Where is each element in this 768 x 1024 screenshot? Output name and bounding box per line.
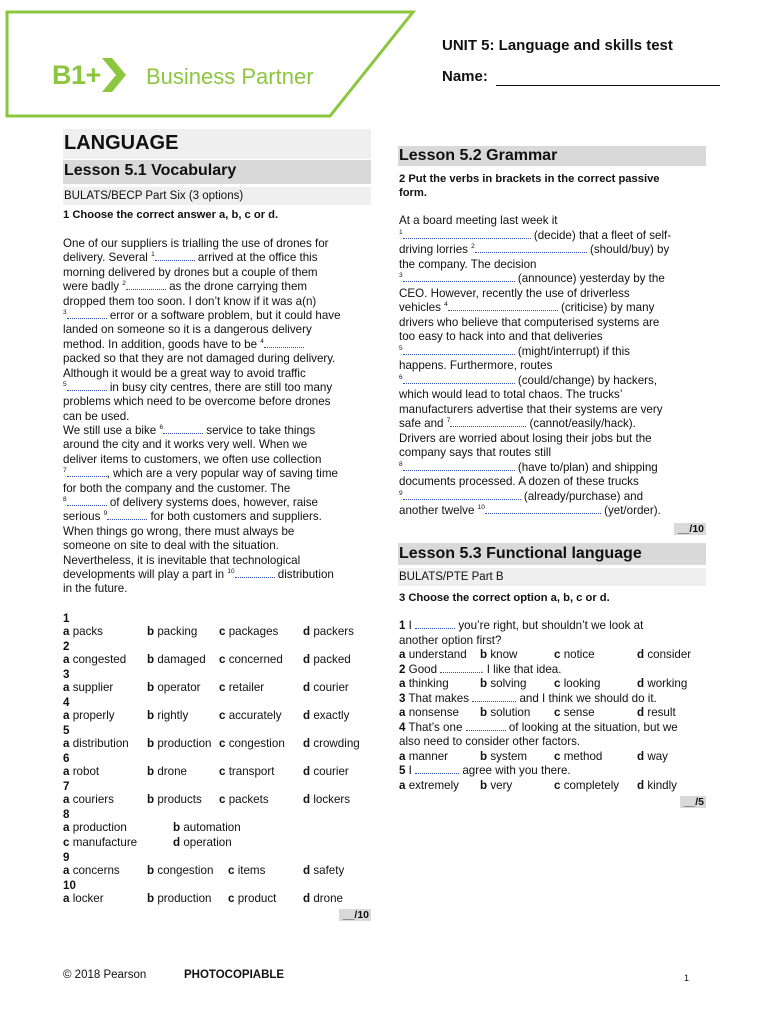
gap-5[interactable] <box>67 381 107 391</box>
grammar-gap-5[interactable] <box>403 345 515 355</box>
question-number: 5 <box>63 724 70 737</box>
grammar-gap-9[interactable] <box>403 490 521 500</box>
gap-8[interactable] <box>67 496 107 506</box>
name-label: Name: <box>442 68 488 85</box>
question-number: 4 <box>63 696 70 709</box>
grammar-gap-4[interactable] <box>448 301 558 311</box>
option-row: a robot b drone c transport d courier <box>63 765 349 778</box>
lesson-1-score: __/10 <box>339 909 371 921</box>
option-row: a couriers b products c packets d lockers <box>63 793 351 806</box>
vocabulary-passage: One of our suppliers is trialling the use of drones for delivery. Several $^1$ arrived at the office this morning delivered by drones but a couple of them were badly $^2$ as the drone carrying them dropped them too soon. I don’t know if it was a(n) $^3$ error or a software problem, but it could have landed on someone so it is a dangerous delivery method. In addition, goods have to be $^4$ packed so that they are not damaged during delivery. Although it would be a great way to avoid traffic $^5$ in busy city centres, there are still too many problems which need to be overcome before drones can be used. We still use a bike $^6$ service to take things around the city and it works very well. When we deliver items to customers, we often use collection $^7$ , which are a very popular way of saving time for both the company and the customer. The $^8$ of delivery systems does, however, raise serious $^9$ for both customers and suppliers. When things go wrong, there must always be someone on site to deal with the situation. Nevertheless, it is inevitable that technological developments will play a part in $^{10}$ distribution in the future. <box>63 237 341 596</box>
lesson-1-instruction: 1 Choose the correct answer a, b, c or d. <box>63 209 279 221</box>
option-row: a supplier b operator c retailer d courier <box>63 681 349 694</box>
question-number: 1 <box>63 612 70 625</box>
grammar-passage: At a board meeting last week it $^1$ (decide) that a fleet of self- driving lorries $^2$ (should/buy) by the company. The decision $^3$ (announce) yesterday by the CEO. However, recently the use of driverless vehicles $^4$ (criticise) by many drivers who believe that computerised systems are too easy to hack into and that deliveries $^5$ (might/interrupt) if this happens. Furthermore, routes $^6$ (could/change) by hackers, which would lead to total chaos. The trucks’ manufacturers advertise that their systems are very safe and $^7$ (cannot/easily/hack). Drivers are worried about losing their jobs but the company says that routes still $^8$ (have to/plan) and shipping documents processed. A dozen of these trucks $^9$ (already/purchase) and another twelve $^{10}$ (yet/order). <box>399 214 672 517</box>
functional-gap-4[interactable] <box>466 721 506 731</box>
photocopiable-label: PHOTOCOPIABLE <box>184 969 285 981</box>
question-number: 6 <box>63 752 70 765</box>
gap-3[interactable] <box>67 309 107 319</box>
lesson-2-score: __/10 <box>674 523 706 535</box>
section-title: LANGUAGE <box>63 129 371 159</box>
lesson-1-subtitle: BULATS/BECP Part Six (3 options) <box>63 187 371 205</box>
grammar-gap-8[interactable] <box>403 461 515 471</box>
option-row: c manufacture d operation <box>63 836 232 849</box>
option-row: a distribution b production c congestion d crowding <box>63 737 360 750</box>
page-number: 1 <box>684 973 690 983</box>
option-row: a locker b production c product d drone <box>63 892 343 905</box>
logo-level: B1+ <box>52 60 101 90</box>
gap-4[interactable] <box>264 338 304 348</box>
question-number: 8 <box>63 808 70 821</box>
lesson-3-title: Lesson 5.3 Functional language <box>398 543 706 565</box>
option-row: a production b automation <box>63 821 241 834</box>
gap-7[interactable] <box>67 467 107 477</box>
option-row: a congested b damaged c concerned d packed <box>63 653 351 666</box>
grammar-gap-3[interactable] <box>403 272 515 282</box>
grammar-gap-7[interactable] <box>450 417 526 427</box>
option-row: a concerns b congestion c items d safety <box>63 864 345 877</box>
logo-name: Business Partner <box>146 64 314 89</box>
gap-9[interactable] <box>107 510 147 520</box>
lesson-1-title: Lesson 5.1 Vocabulary <box>63 160 371 184</box>
gap-1[interactable] <box>155 251 195 261</box>
option-row: a properly b rightly c accurately d exactly <box>63 709 350 722</box>
unit-title: UNIT 5: Language and skills test <box>442 37 673 54</box>
functional-gap-1[interactable] <box>415 619 455 629</box>
question-number: 3 <box>63 668 70 681</box>
option-row: a packs b packing c packages d packers <box>63 625 354 638</box>
lesson-3-score: __/5 <box>680 796 706 808</box>
functional-gap-2[interactable] <box>440 663 480 673</box>
vocabulary-options <box>63 612 373 907</box>
grammar-gap-2[interactable] <box>475 243 587 253</box>
functional-items: 1 I you’re right, but shouldn’t we look at another option first? a understand b know c notice d consider 2 Good . I like that idea. a thinking b solving c looking d working 3 That makes and I think we should do it. a nonsense b solution c sense d result 4 That’s one of looking at the situation, but we also need to consider other factors. a manner b system c method d way 5 I agree with you there. a extremely b very c completely d kindly <box>399 619 692 792</box>
gap-10[interactable] <box>235 568 275 578</box>
functional-gap-5[interactable] <box>415 764 459 774</box>
question-number: 2 <box>63 640 70 653</box>
lesson-2-instruction: 2 Put the verbs in brackets in the correct passive form. <box>399 173 660 199</box>
question-number: 7 <box>63 780 70 793</box>
question-number: 9 <box>63 851 70 864</box>
lesson-3-instruction: 3 Choose the correct option a, b, c or d. <box>399 592 610 604</box>
name-field[interactable] <box>496 85 720 86</box>
gap-6[interactable] <box>163 424 203 434</box>
gap-2[interactable] <box>126 280 166 290</box>
grammar-gap-1[interactable] <box>403 229 531 239</box>
functional-gap-3[interactable] <box>472 692 516 702</box>
lesson-3-subtitle: BULATS/PTE Part B <box>398 568 706 586</box>
grammar-gap-10[interactable] <box>485 504 601 514</box>
copyright: © 2018 Pearson <box>63 969 147 981</box>
question-number: 10 <box>63 879 76 892</box>
grammar-gap-6[interactable] <box>403 374 515 384</box>
lesson-2-title: Lesson 5.2 Grammar <box>398 146 706 166</box>
